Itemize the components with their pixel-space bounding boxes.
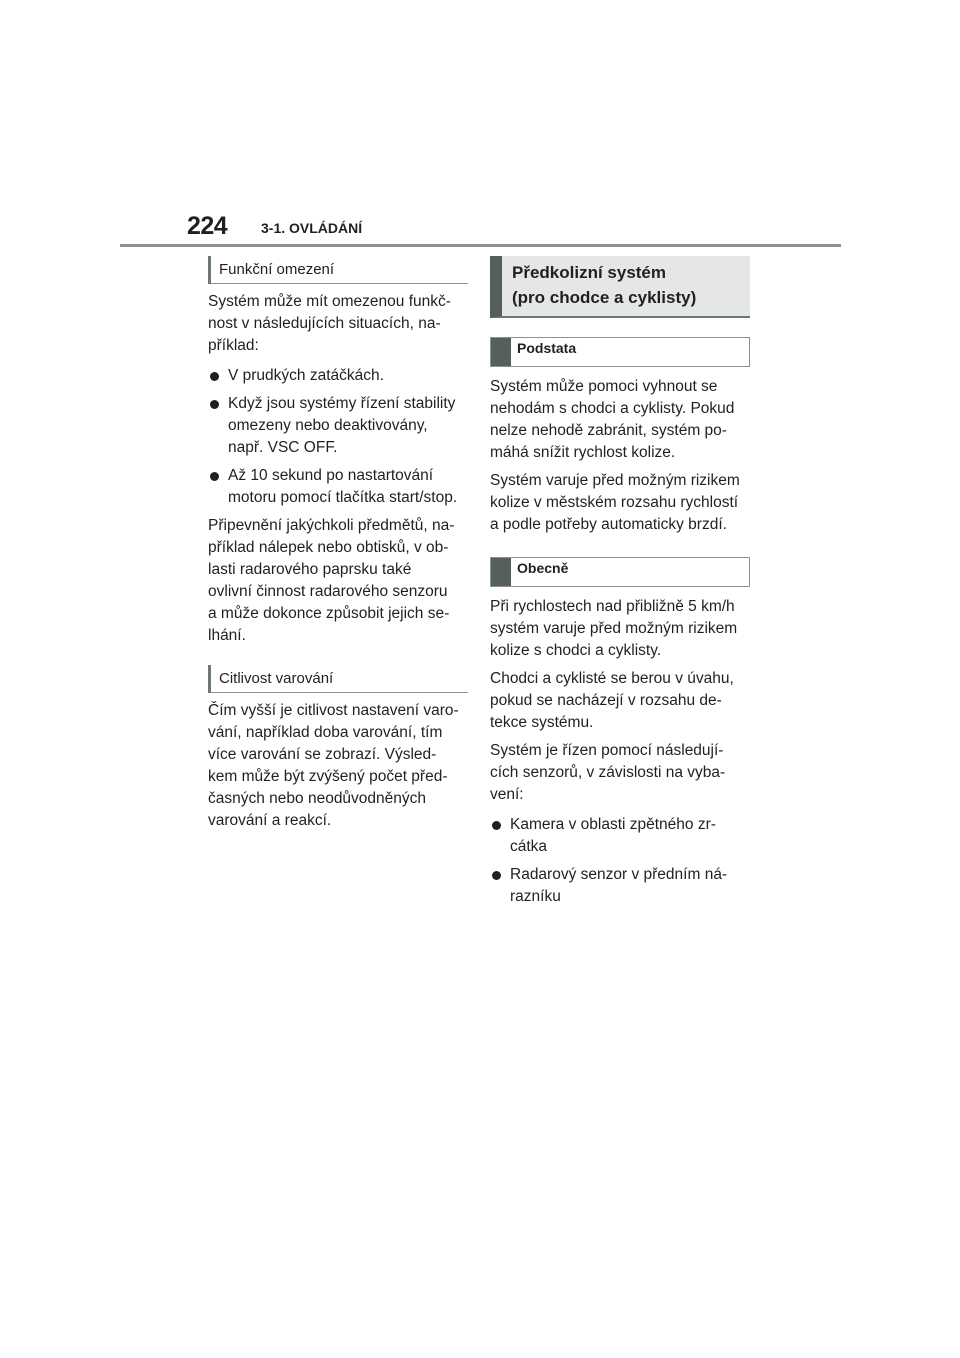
list-item: Když jsou systémy řízení stability omezeny nebo deaktivovány, např. VSC OFF. — [208, 393, 468, 459]
bullet-icon — [492, 871, 501, 880]
functional-limits-note: Připevnění jakýchkoli předmětů, na- příklad nálepek nebo obtisků, v ob- lasti radarového paprsku také ovlivní činnost radarového senzoru a může dokonce způsobit jejich se- lhání. — [208, 517, 455, 644]
page-number: 224 — [187, 212, 228, 240]
principle-paragraph: Systém varuje před možným rizikem kolize v městském rozsahu rychlostí a podle potřeby automaticky brzdí. — [490, 472, 740, 533]
principle-heading — [490, 337, 750, 367]
principle-paragraph: Systém může pomoci vyhnout se nehodám s chodci a cyklisty. Pokud nelze nehodě zabránit, systém po- máhá snížit rychlost kolize. — [490, 378, 735, 461]
header-divider — [120, 244, 841, 247]
principle-heading-label: Podstata — [517, 340, 577, 356]
list-item: Radarový senzor v předním ná- razníku — [490, 864, 750, 908]
list-item: Kamera v oblasti zpětného zr- cátka — [490, 814, 750, 858]
general-heading — [490, 557, 750, 587]
general-paragraph: Chodci a cyklisté se berou v úvahu, pokud se nacházejí v rozsahu de- tekce systému. — [490, 670, 734, 731]
general-heading-label: Obecně — [517, 560, 569, 576]
heading-bar — [491, 338, 511, 366]
warning-sensitivity-heading: Citlivost varování — [208, 665, 468, 693]
page-header — [0, 0, 960, 246]
bullet-icon — [210, 472, 219, 481]
left-column — [208, 256, 468, 832]
functional-limits-list — [208, 365, 468, 509]
bullet-icon — [492, 821, 501, 830]
bullet-icon — [210, 400, 219, 409]
warning-sensitivity-text: Čím vyšší je citlivost nastavení varo- vání, například doba varování, tím více varování se zobrazí. Výsled- kem může být zvýšený počet před- časných nebo neodůvodněných varování a reakcí. — [208, 702, 459, 829]
heading-bar — [491, 558, 511, 586]
bullet-icon — [210, 372, 219, 381]
list-item: V prudkých zatáčkách. — [208, 365, 468, 387]
functional-limits-heading: Funkční omezení — [208, 256, 468, 284]
right-column — [490, 256, 750, 908]
list-item: Až 10 sekund po nastartování motoru pomocí tlačítka start/stop. — [208, 465, 468, 509]
general-paragraph: Systém je řízen pomocí následují- cích senzorů, v závislosti na vyba- vení: — [490, 742, 726, 803]
functional-limits-intro: Systém může mít omezenou funkč- nost v následujících situacích, na- příklad: — [208, 293, 451, 354]
general-paragraph: Při rychlostech nad přibližně 5 km/h systém varuje před možným rizikem kolize s chodci a cyklisty. — [490, 598, 738, 659]
section-title: 3-1. OVLÁDÁNÍ — [261, 220, 363, 236]
sensor-list — [490, 814, 750, 908]
main-section-heading: Předkolizní systém (pro chodce a cyklisty) — [490, 256, 750, 318]
